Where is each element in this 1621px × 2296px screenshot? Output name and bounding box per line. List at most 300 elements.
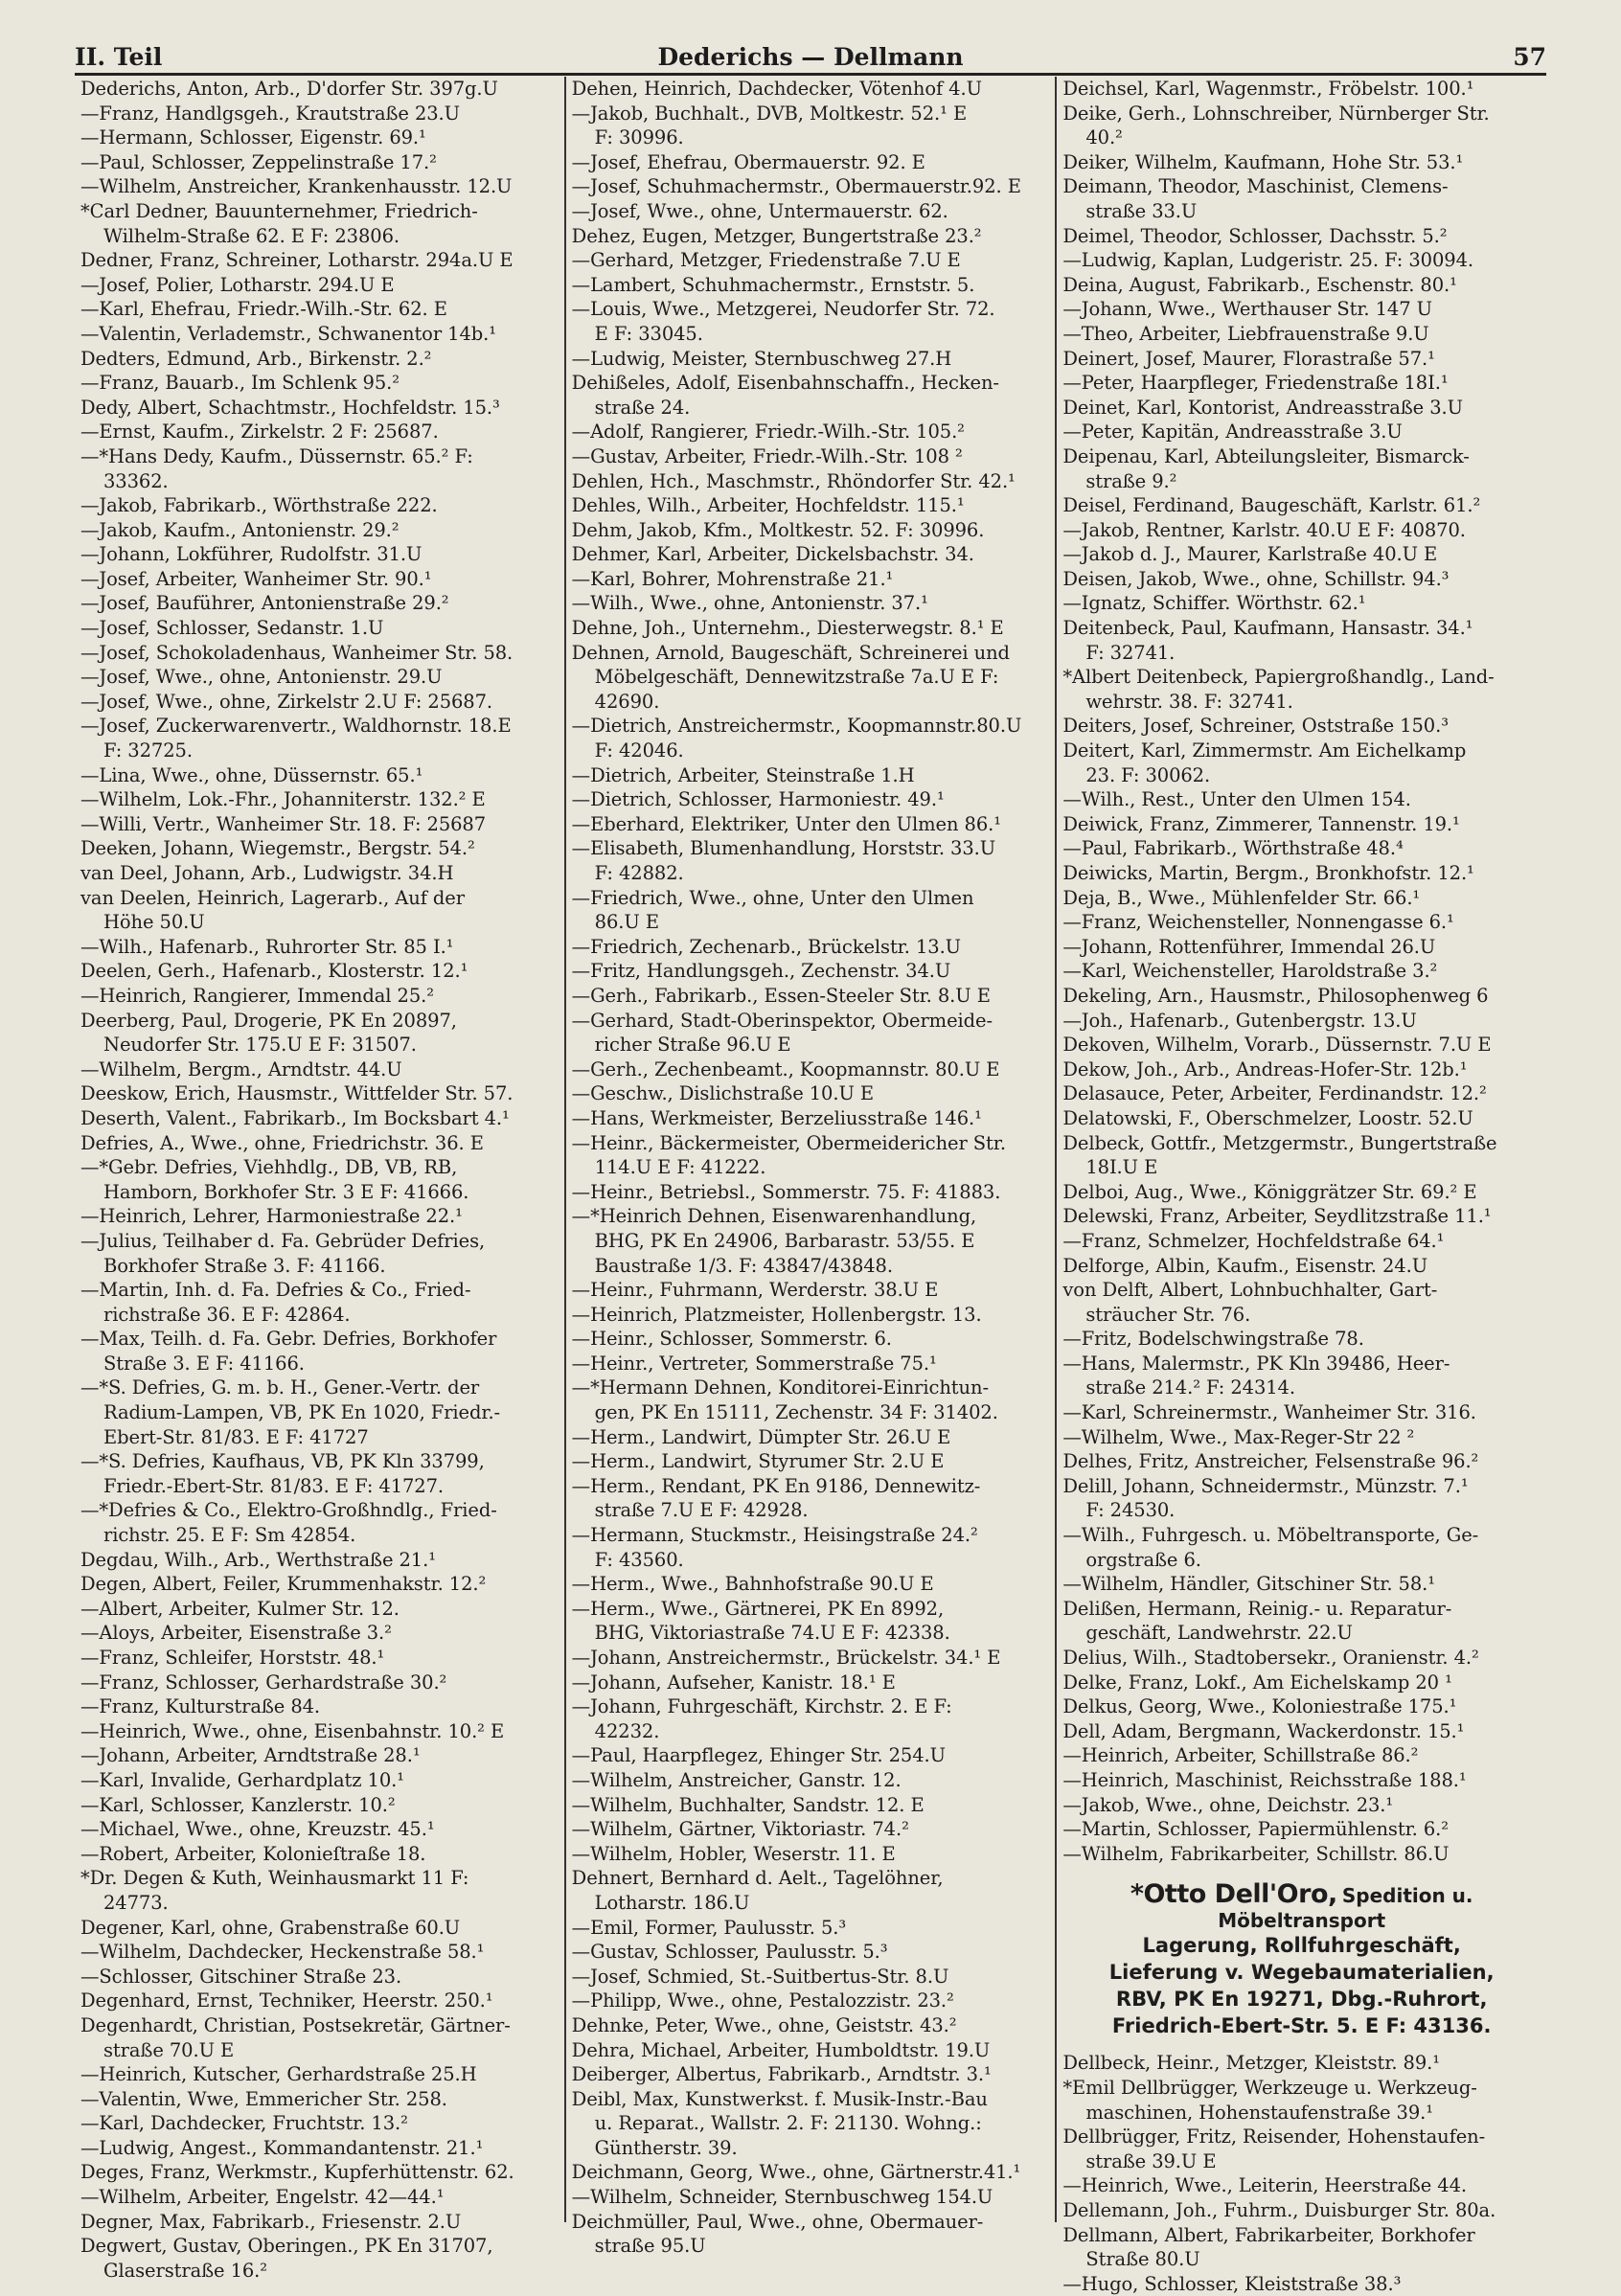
entry-line: —Wilh., Hafenarb., Ruhrorter Str. 85 I.¹ (80, 935, 454, 958)
directory-entry (572, 1057, 1050, 1082)
entry-line: Deimel, Theodor, Schlosser, Dachsstr. 5.² (1062, 224, 1448, 247)
directory-entry (80, 493, 559, 518)
entry-line: —Fritz, Handlungsgeh., Zechenstr. 34.U (571, 960, 951, 983)
entry-line: —Heinrich, Kutscher, Gerhardstraße 25.H (80, 2063, 477, 2086)
entry-continuation: Güntherstr. 39. (594, 2136, 738, 2159)
directory-entry (572, 2013, 1050, 2038)
entry-line: Deimann, Theodor, Maschinist, Clemens- (1062, 175, 1449, 198)
entry-line: Deges, Franz, Werkmstr., Kupferhüttenstr. 62. (80, 2161, 514, 2184)
entry-line: Dedters, Edmund, Arb., Birkenstr. 2.² (80, 347, 432, 370)
entry-line: Deibl, Max, Kunstwerkst. f. Musik-Instr.-Bau (571, 2087, 988, 2110)
entry-line: Delißen, Hermann, Reinig.- u. Reparatur- (1062, 1597, 1452, 1620)
entry-line: —Jakob, Fabrikarb., Wörthstraße 222. (80, 494, 438, 517)
entry-line: —Franz, Weichensteller, Nonnengasse 6.¹ (1062, 911, 1454, 934)
entry-line: —Wilhelm, Anstreicher, Krankenhausstr. 12.U (80, 175, 513, 198)
entry-line: —Friedrich, Zechenarb., Brückelstr. 13.U (571, 935, 962, 958)
entry-line: Deserth, Valent., Fabrikarb., Im Bocksbart 4.¹ (80, 1106, 510, 1129)
entry-line: —Friedrich, Wwe., ohne, Unter den Ulmen (571, 886, 974, 909)
entry-continuation: straße 39.U E (1085, 2149, 1217, 2172)
directory-entry (80, 812, 559, 837)
directory-entry (572, 199, 1050, 224)
directory-entry (572, 567, 1050, 592)
directory-entry (1062, 150, 1541, 175)
directory-entry (80, 714, 559, 762)
directory-entry (80, 1940, 559, 1965)
entry-line: Deelen, Gerh., Hafenarb., Klosterstr. 12.¹ (80, 960, 468, 983)
entry-continuation: Hamborn, Borkhofer Str. 3 E F: 41666. (103, 1180, 469, 1203)
directory-entry (1062, 1671, 1541, 1695)
directory-entry (1062, 1106, 1541, 1131)
entry-line: —Wilhelm, Hobler, Weserstr. 11. E (571, 1842, 896, 1865)
entry-line: —Herm., Rendant, PK En 9186, Dennewitz- (571, 1474, 981, 1497)
entry-line: —Wilhelm, Händler, Gitschiner Str. 58.¹ (1062, 1573, 1435, 1596)
entry-line: —Johann, Arbeiter, Arndtstraße 28.¹ (80, 1744, 421, 1767)
entry-continuation: F: 30996. (594, 126, 684, 149)
directory-entry (572, 1694, 1050, 1743)
directory-entry (1062, 935, 1541, 960)
entry-line: Dehnke, Peter, Wwe., ohne, Geiststr. 43.² (571, 2013, 957, 2036)
entry-line: Deichmann, Georg, Wwe., ohne, Gärtnerstr.41.¹ (571, 2161, 1021, 2184)
entry-line: —Herm., Landwirt, Dümpter Str. 26.U E (571, 1425, 951, 1448)
directory-columns (75, 77, 1546, 2295)
entry-line: —Wilhelm, Anstreicher, Ganstr. 12. (571, 1768, 902, 1791)
page-header (75, 38, 1546, 76)
entry-line: Deisen, Jakob, Wwe., ohne, Schillstr. 94.³ (1062, 567, 1450, 590)
directory-entry (572, 77, 1050, 102)
directory-entry (572, 1375, 1050, 1424)
entry-line: —Aloys, Arbeiter, Eisenstraße 3.² (80, 1622, 392, 1645)
entry-line: —Fritz, Bodelschwingstraße 78. (1062, 1328, 1364, 1351)
column-3 (1055, 77, 1546, 2295)
entry-line: —Johann, Aufseher, Kanistr. 18.¹ E (571, 1671, 896, 1694)
entry-line: —Willi, Vertr., Wanheimer Str. 18. F: 25687 (80, 812, 487, 835)
directory-entry (1062, 102, 1541, 150)
directory-entry (80, 1916, 559, 1941)
directory-entry (80, 1842, 559, 1867)
entry-line: Delke, Franz, Lokf., Am Eichelskamp 20 ¹ (1062, 1671, 1452, 1694)
ad-line-3: RBV, PK En 19271, Dbg.-Ruhrort, (1115, 1988, 1488, 2012)
directory-entry (80, 297, 559, 322)
entry-continuation: wehrstr. 38. F: 32741. (1085, 690, 1293, 713)
directory-entry (572, 248, 1050, 273)
directory-entry (572, 1131, 1050, 1180)
directory-entry (80, 567, 559, 592)
entry-line: —Josef, Ehefrau, Obermauerstr. 92. E (571, 150, 925, 173)
directory-entry (572, 1009, 1050, 1057)
entry-line: Dehne, Joh., Unternehm., Diesterwegstr. 8.¹ E (571, 617, 1004, 640)
entry-continuation: orgstraße 6. (1085, 1548, 1201, 1571)
directory-entry (572, 1597, 1050, 1646)
entry-line: —Wilhelm, Fabrikarbeiter, Schillstr. 86.U (1062, 1842, 1450, 1865)
directory-entry (1062, 1743, 1541, 1768)
directory-entry (572, 273, 1050, 298)
directory-entry (80, 396, 559, 421)
entry-continuation: Friedr.-Ebert-Str. 81/83. E F: 41727. (103, 1474, 445, 1497)
directory-entry (1062, 1180, 1541, 1205)
entry-line: —Johann, Lokführer, Rudolfstr. 31.U (80, 543, 422, 566)
directory-entry (80, 1768, 559, 1793)
directory-entry (80, 690, 559, 715)
entry-line: —Franz, Bauarb., Im Schlenk 95.² (80, 372, 400, 395)
entry-line: —Heinrich, Wwe., Leiterin, Heerstraße 44. (1062, 2174, 1467, 2197)
entry-line: Deiwicks, Martin, Bergm., Bronkhofstr. 12.¹ (1062, 862, 1474, 884)
entry-continuation: 42232. (594, 1719, 660, 1742)
entry-line: Dekoven, Wilhelm, Vorarb., Düssernstr. 7.U E (1062, 1034, 1492, 1057)
directory-entry (80, 763, 559, 788)
entry-line: Dellbrügger, Fritz, Reisender, Hohenstaufen- (1062, 2126, 1486, 2148)
directory-entry (572, 2062, 1050, 2087)
directory-entry (80, 347, 559, 372)
entry-line: —Wilhelm, Lok.-Fhr., Johanniterstr. 132.² E (80, 788, 486, 811)
directory-entry (572, 297, 1050, 346)
directory-entry (80, 542, 559, 567)
entry-line: —Gerh., Zechenbeamt., Koopmannstr. 80.U E (571, 1057, 1000, 1080)
directory-entry (1062, 322, 1541, 347)
directory-entry (572, 2038, 1050, 2063)
entry-line: —Dietrich, Anstreichermstr., Koopmannstr.80.U (571, 715, 1022, 738)
entry-line: —Joh., Hafenarb., Gutenbergstr. 13.U (1062, 1009, 1417, 1032)
directory-entry (80, 616, 559, 641)
directory-entry (572, 1449, 1050, 1474)
entry-line: —*S. Defries, G. m. b. H., Gener.-Vertr. der (80, 1376, 480, 1399)
entry-line: —Eberhard, Elektriker, Unter den Ulmen 86.¹ (571, 812, 1001, 835)
section-label: II. Teil (75, 43, 163, 71)
entry-line: —Johann, Rottenführer, Immendal 26.U (1062, 935, 1436, 958)
entry-continuation: F: 32725. (103, 739, 193, 762)
entry-continuation: E F: 33045. (594, 322, 703, 345)
directory-entry (80, 1449, 559, 1498)
directory-entry (1062, 1719, 1541, 1744)
directory-entry (1062, 248, 1541, 273)
entry-line: —Josef, Bauführer, Antonienstraße 29.² (80, 592, 449, 615)
directory-entry (1062, 1597, 1541, 1646)
entry-line: Dehles, Wilh., Arbeiter, Hochfeldstr. 115.¹ (571, 494, 965, 517)
entry-line: —Jakob, Wwe., ohne, Deichstr. 23.¹ (1062, 1793, 1394, 1816)
directory-entry (572, 1940, 1050, 1965)
directory-entry (80, 150, 559, 175)
entry-line: —Heinrich, Lehrer, Harmoniestraße 22.¹ (80, 1205, 463, 1228)
entry-continuation: straße 214.² F: 24314. (1085, 1376, 1295, 1399)
directory-entry (1062, 567, 1541, 592)
column-2 (564, 77, 1056, 2258)
directory-entry (572, 1866, 1050, 1915)
entry-line: Deina, August, Fabrikarb., Eschenstr. 80.¹ (1062, 273, 1457, 296)
directory-entry (572, 1916, 1050, 1941)
directory-entry (80, 1548, 559, 1573)
directory-entry (80, 665, 559, 690)
entry-line: Dekeling, Arn., Hausmstr., Philosophenweg 6 (1062, 984, 1489, 1007)
directory-entry (1062, 1327, 1541, 1352)
entry-line: van Deel, Johann, Arb., Ludwigstr. 34.H (80, 862, 454, 884)
entry-line: —Philipp, Wwe., ohne, Pestalozzistr. 23.² (571, 1989, 954, 2012)
directory-entry (80, 1694, 559, 1719)
directory-entry (1062, 1400, 1541, 1425)
directory-entry (1062, 77, 1541, 102)
entry-continuation: richstr. 25. E F: Sm 42854. (103, 1524, 356, 1547)
entry-line: —Michael, Wwe., ohne, Kreuzstr. 45.¹ (80, 1818, 435, 1841)
entry-line: Dedy, Albert, Schachtmstr., Hochfeldstr. 15.³ (80, 396, 500, 419)
directory-entry (1062, 959, 1541, 984)
directory-entry (1062, 1425, 1541, 1450)
ad-trade: Spedition u. Möbeltransport (1218, 1884, 1473, 1933)
entry-line: —Herm., Wwe., Bahnhofstraße 90.U E (571, 1573, 934, 1596)
entry-line: Degenhard, Ernst, Techniker, Heerstr. 250.¹ (80, 1989, 493, 2012)
directory-entry (572, 812, 1050, 837)
entry-line: Degwert, Gustav, Oberingen., PK En 31707, (80, 2235, 493, 2258)
entry-line: —Hans, Malermstr., PK Kln 39486, Heer- (1062, 1352, 1450, 1375)
entry-continuation: sträucher Str. 76. (1085, 1303, 1251, 1326)
entry-continuation: 18I.U E (1085, 1156, 1158, 1179)
entry-line: —Wilh., Fuhrgesch. u. Möbeltransporte, Ge- (1062, 1524, 1479, 1547)
entry-line: —Albert, Arbeiter, Kulmer Str. 12. (80, 1597, 400, 1620)
entry-line: —Martin, Schlosser, Papiermühlenstr. 6.² (1062, 1818, 1449, 1841)
entry-line: Defries, A., Wwe., ohne, Friedrichstr. 36. E (80, 1131, 484, 1154)
entry-line: —Heinrich, Platzmeister, Hollenbergstr. 13. (571, 1303, 982, 1326)
entry-line: Deinet, Karl, Kontorist, Andreasstraße 3.U (1062, 396, 1463, 419)
directory-entry (80, 2013, 559, 2062)
entry-line: —Valentin, Wwe, Emmericher Str. 258. (80, 2087, 447, 2110)
directory-entry (1062, 714, 1541, 739)
directory-entry (572, 1278, 1050, 1303)
directory-entry (80, 1375, 559, 1449)
entry-line: —Josef, Schuhmachermstr., Obermauerstr.92. E (571, 175, 1021, 198)
directory-entry (1062, 1278, 1541, 1327)
entry-line: Deerberg, Paul, Drogerie, PK En 20897, (80, 1009, 457, 1032)
directory-entry (572, 1965, 1050, 1989)
entry-continuation: 86.U E (594, 911, 659, 934)
entry-line: Dehnen, Arnold, Baugeschäft, Schreinerei und (571, 641, 1010, 664)
directory-entry (80, 444, 559, 493)
entry-line: —Heinrich, Maschinist, Reichsstraße 188.¹ (1062, 1768, 1467, 1791)
entry-line: *Albert Deitenbeck, Papiergroßhandlg., Land- (1062, 666, 1495, 689)
directory-entry (1062, 1793, 1541, 1818)
entry-line: Delhes, Fritz, Anstreicher, Felsenstraße 96.² (1062, 1450, 1479, 1473)
directory-entry (1062, 1352, 1541, 1400)
entry-continuation: F: 24530. (1085, 1499, 1176, 1522)
entry-continuation: 114.U E F: 41222. (594, 1156, 766, 1179)
entry-line: —Karl, Invalide, Gerhardplatz 10.¹ (80, 1768, 404, 1791)
entry-line: —Gustav, Arbeiter, Friedr.-Wilh.-Str. 108 ² (571, 444, 963, 467)
entry-line: —Josef, Schlosser, Sedanstr. 1.U (80, 617, 384, 640)
directory-entry (80, 2234, 559, 2283)
directory-entry (572, 102, 1050, 150)
entry-line: —Lambert, Schuhmachermstr., Ernststr. 5. (571, 273, 975, 296)
directory-entry (572, 1793, 1050, 1818)
directory-entry (572, 444, 1050, 469)
entry-line: Dedner, Franz, Schreiner, Lotharstr. 294a.U E (80, 249, 514, 272)
directory-entry (572, 959, 1050, 984)
entry-line: —Hermann, Schlosser, Eigenstr. 69.¹ (80, 126, 426, 149)
directory-entry (1062, 2198, 1541, 2223)
directory-entry (1062, 665, 1541, 714)
directory-entry (80, 959, 559, 984)
directory-entry (1062, 1523, 1541, 1572)
directory-entry (1062, 739, 1541, 787)
directory-entry (572, 1303, 1050, 1328)
directory-entry (572, 1327, 1050, 1352)
directory-entry (80, 2136, 559, 2161)
directory-entry (1062, 2223, 1541, 2272)
entry-continuation: richer Straße 96.U E (594, 1034, 791, 1057)
entry-continuation: BHG, PK En 24906, Barbarastr. 53/55. E (594, 1229, 975, 1252)
entry-line: Dehlen, Hch., Maschmstr., Rhöndorfer Str. 42.¹ (571, 469, 1016, 492)
directory-entry (80, 984, 559, 1009)
directory-entry (80, 102, 559, 126)
entry-line: —*Defries & Co., Elektro-Großhndlg., Fried- (80, 1499, 497, 1522)
entry-continuation: Höhe 50.U (103, 911, 205, 934)
column-1 (75, 77, 564, 2282)
directory-entry (572, 371, 1050, 420)
entry-line: Delboi, Aug., Wwe., Königgrätzer Str. 69.² E (1062, 1180, 1477, 1203)
entry-continuation: straße 7.U E F: 42928. (594, 1499, 809, 1522)
ad-line-1: Lagerung, Rollfuhrgeschäft, (1142, 1934, 1461, 1958)
directory-entry (572, 714, 1050, 762)
directory-entry (80, 2210, 559, 2235)
entry-continuation: Wilhelm-Straße 62. E F: 23806. (103, 224, 400, 247)
directory-entry (1062, 1817, 1541, 1842)
entry-continuation: 42690. (594, 690, 660, 713)
entry-line: —Ludwig, Meister, Sternbuschweg 27.H (571, 347, 952, 370)
page-number: 57 (1513, 43, 1546, 71)
entry-line: —Theo, Arbeiter, Liebfrauenstraße 9.U (1062, 322, 1429, 345)
entry-line: Deichmüller, Paul, Wwe., ohne, Obermauer- (571, 2210, 984, 2233)
entry-continuation: geschäft, Landwehrstr. 22.U (1085, 1622, 1353, 1645)
directory-entry (1062, 812, 1541, 837)
entry-line: —Gerhard, Metzger, Friedenstraße 7.U E (571, 249, 961, 272)
entry-line: Degenhardt, Christian, Postsekretär, Gärtner- (80, 2013, 511, 2036)
directory-entry (572, 2210, 1050, 2259)
entry-line: Dehm, Jakob, Kfm., Moltkestr. 52. F: 30996. (571, 518, 985, 541)
directory-entry (80, 591, 559, 616)
entry-line: —Gustav, Schlosser, Paulusstr. 5.³ (571, 1941, 888, 1964)
entry-line: —Franz, Schlosser, Gerhardstraße 30.² (80, 1671, 447, 1694)
entry-line: —Max, Teilh. d. Fa. Gebr. Defries, Borkhofer (80, 1328, 497, 1351)
entry-line: —Wilh., Rest., Unter den Ulmen 154. (1062, 788, 1411, 811)
entry-line: —Lina, Wwe., ohne, Düssernstr. 65.¹ (80, 763, 423, 786)
entry-line: —Martin, Inh. d. Fa. Defries & Co., Fried- (80, 1279, 471, 1302)
directory-entry (572, 787, 1050, 812)
entry-line: —Ludwig, Angest., Kommandantenstr. 21.¹ (80, 2136, 484, 2159)
entry-line: Dederichs, Anton, Arb., D'dorfer Str. 397g.U (80, 78, 498, 100)
ad-company-name: *Otto Dell'Oro, (1130, 1879, 1337, 1910)
entry-line: —Julius, Teilhaber d. Fa. Gebrüder Defries, (80, 1229, 486, 1252)
directory-entry (1062, 1474, 1541, 1523)
directory-entry (1062, 1229, 1541, 1254)
directory-entry (1062, 420, 1541, 444)
entry-line: —Heinr., Bäckermeister, Obermeidericher Str. (571, 1131, 1006, 1154)
directory-entry (572, 1768, 1050, 1793)
entry-line: Deipenau, Karl, Abteilungsleiter, Bismarck- (1062, 444, 1470, 467)
directory-entry (80, 1597, 559, 1622)
entry-continuation: F: 42882. (594, 862, 684, 884)
directory-entry (80, 1989, 559, 2013)
directory-entry (1062, 542, 1541, 567)
entry-line: —Heinr., Betriebsl., Sommerstr. 75. F: 41883. (571, 1180, 1001, 1203)
entry-line: —Herm., Landwirt, Styrumer Str. 2.U E (571, 1450, 945, 1473)
entry-continuation: straße 9.² (1085, 469, 1177, 492)
entry-line: —Karl, Schlosser, Kanzlerstr. 10.² (80, 1793, 396, 1816)
directory-entry (80, 1131, 559, 1156)
entry-line: —Heinr., Schlosser, Sommerstr. 6. (571, 1328, 892, 1351)
directory-entry (80, 322, 559, 347)
directory-entry (80, 371, 559, 396)
entry-line: —Jakob, Rentner, Karlstr. 40.U E F: 40870. (1062, 518, 1466, 541)
entry-line: Dellemann, Joh., Fuhrm., Duisburger Str. 80a. (1062, 2198, 1496, 2221)
entry-continuation: Baustraße 1/3. F: 43847/43848. (594, 1254, 893, 1277)
directory-entry (80, 1204, 559, 1229)
directory-entry (80, 861, 559, 886)
entry-line: Dehen, Heinrich, Dachdecker, Vötenhof 4.U (571, 78, 982, 100)
entry-line: Degen, Albert, Feiler, Krummenhakstr. 12.² (80, 1573, 487, 1596)
entry-line: —Schlosser, Gitschiner Straße 23. (80, 1965, 402, 1988)
entry-line: —Ludwig, Kaplan, Ludgeristr. 25. F: 30094. (1062, 249, 1473, 272)
entry-line: Deitenbeck, Paul, Kaufmann, Hansastr. 34.¹ (1062, 617, 1473, 640)
entry-line: Deiberger, Albertus, Fabrikarb., Arndtstr. 3.¹ (571, 2063, 992, 2086)
entry-line: —Heinr., Vertreter, Sommerstraße 75.¹ (571, 1352, 937, 1375)
entry-line: —Karl, Schreinermstr., Wanheimer Str. 316. (1062, 1401, 1476, 1424)
directory-entry (1062, 371, 1541, 396)
entry-line: Delasauce, Peter, Arbeiter, Ferdinandstr. 12.² (1062, 1082, 1487, 1105)
entry-line: —Wilhelm, Arbeiter, Engelstr. 42—44.¹ (80, 2186, 445, 2209)
entry-line: —Hugo, Schlosser, Kleiststraße 38.³ (1062, 2272, 1402, 2295)
entry-continuation: Neudorfer Str. 175.U E F: 31507. (103, 1034, 417, 1057)
entry-line: —*Hermann Dehnen, Konditorei-Einrichtun- (571, 1376, 989, 1399)
entry-continuation: richstraße 36. E F: 42864. (103, 1303, 351, 1326)
entry-line: —Josef, Schmied, St.-Suitbertus-Str. 8.U (571, 1965, 949, 1988)
directory-entry (1062, 861, 1541, 886)
entry-continuation: Glaserstraße 16.² (103, 2259, 267, 2282)
entry-line: —Josef, Wwe., ohne, Antonienstr. 29.U (80, 666, 443, 689)
directory-entry (80, 1965, 559, 1989)
directory-entry (572, 1743, 1050, 1768)
entry-line: —Dietrich, Arbeiter, Steinstraße 1.H (571, 763, 915, 786)
entry-line: —Heinrich, Wwe., ohne, Eisenbahnstr. 10.² E (80, 1719, 505, 1742)
entry-line: —Johann, Anstreichermstr., Brückelstr. 34.¹ E (571, 1647, 1001, 1669)
entry-line: —Karl, Dachdecker, Fruchtstr. 13.² (80, 2112, 408, 2135)
entry-line: —Heinr., Fuhrmann, Werderstr. 38.U E (571, 1279, 939, 1302)
entry-continuation: Straße 3. E F: 41166. (103, 1352, 305, 1375)
entry-line: Delatowski, F., Oberschmelzer, Loostr. 52.U (1062, 1106, 1473, 1129)
entry-line: Delill, Johann, Schneidermstr., Münzstr. 7.¹ (1062, 1474, 1469, 1497)
directory-entry (1062, 1057, 1541, 1082)
entry-line: —Karl, Bohrer, Mohrenstraße 21.¹ (571, 567, 894, 590)
entry-line: —Jakob, Buchhalt., DVB, Moltkestr. 52.¹ E (571, 102, 968, 125)
directory-entry (80, 1866, 559, 1915)
entry-line: Deinert, Josef, Maurer, Florastraße 57.¹ (1062, 347, 1435, 370)
entry-line: Dehez, Eugen, Metzger, Bungertstraße 23.² (571, 224, 982, 247)
directory-entry (572, 1817, 1050, 1842)
directory-entry (80, 1817, 559, 1842)
directory-entry (572, 1671, 1050, 1695)
directory-entry (80, 1719, 559, 1744)
entry-line: Deiker, Wilhelm, Kaufmann, Hohe Str. 53.¹ (1062, 150, 1464, 173)
directory-entry (572, 935, 1050, 960)
directory-entry (80, 518, 559, 543)
entry-line: Deichsel, Karl, Wagenmstr., Fröbelstr. 100.¹ (1062, 78, 1474, 100)
entry-continuation: 23. F: 30062. (1085, 763, 1211, 786)
directory-entry (80, 174, 559, 199)
directory-entry (80, 248, 559, 273)
entry-continuation: Borkhofer Straße 3. F: 41166. (103, 1254, 386, 1277)
directory-entry (80, 1081, 559, 1106)
page-range-title: Dederichs — Dellmann (657, 43, 964, 71)
entry-line: —*Gebr. Defries, Viehhdlg., DB, VB, RB, (80, 1156, 458, 1179)
entry-line: Dellmann, Albert, Fabrikarbeiter, Borkhofer (1062, 2223, 1475, 2246)
directory-entry (572, 2185, 1050, 2210)
entry-line: —Peter, Kapitän, Andreasstraße 3.U (1062, 421, 1403, 443)
entry-line: —Elisabeth, Blumenhandlung, Horststr. 33.U (571, 837, 996, 860)
entry-continuation: Lotharstr. 186.U (594, 1891, 750, 1914)
